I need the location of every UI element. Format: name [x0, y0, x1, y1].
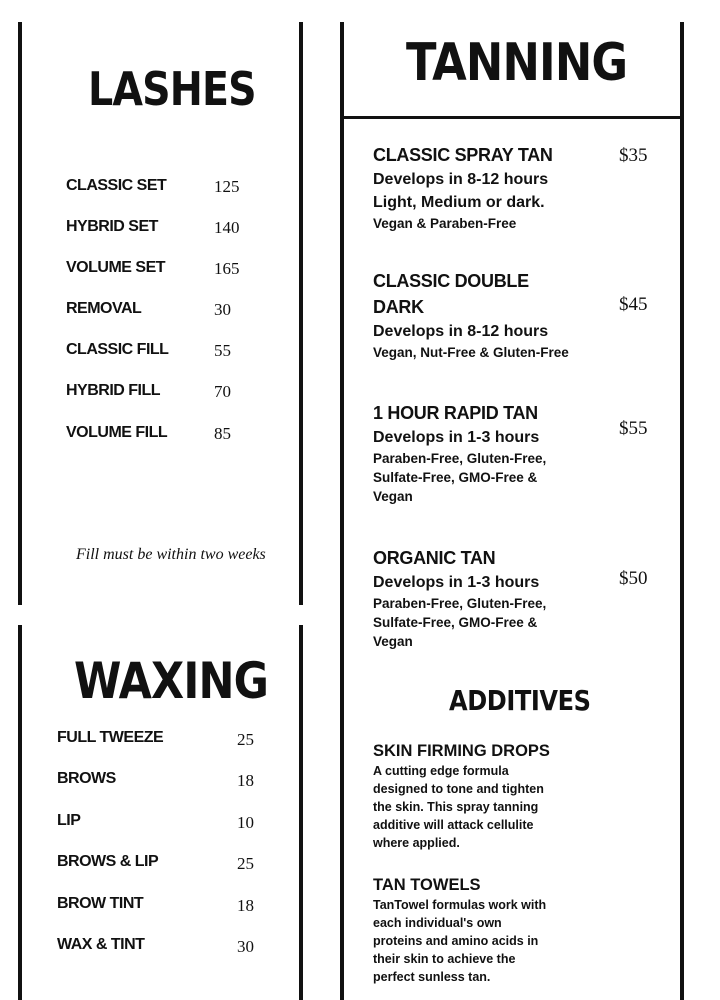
lashes-item-name: HYBRID FILL: [66, 382, 161, 399]
lashes-item-price: 85: [214, 424, 231, 443]
tanning-service: [373, 268, 569, 362]
additive-item: [373, 874, 546, 986]
additive-item: [373, 740, 550, 852]
additive-item-body: A cutting edge formula designed to tone and tighten the skin. This spray tanning additive will attack cellulite where applied.: [373, 764, 544, 850]
divider-left-top: [18, 22, 22, 605]
waxing-item-name: LIP: [57, 812, 81, 829]
waxing-title: WAXING: [74, 652, 269, 710]
waxing-item-price: 25: [237, 854, 254, 873]
lashes-title: LASHES: [88, 62, 256, 116]
lashes-item-price: 70: [214, 382, 231, 401]
tanning-service-develop: Develops in 8-12 hours: [373, 171, 549, 188]
tanning-service: [373, 142, 553, 233]
lashes-item-price: 30: [214, 300, 231, 319]
tanning-service-price: $45: [619, 294, 648, 315]
waxing-item-price: 18: [237, 771, 254, 790]
lashes-item-price: 140: [214, 218, 240, 237]
tanning-service-sub: Vegan, Nut-Free & Gluten-Free: [373, 345, 569, 360]
tanning-service-title: 1 HOUR RAPID TAN: [373, 403, 538, 423]
lashes-item-name: CLASSIC SET: [66, 177, 167, 194]
waxing-item-name: BROWS & LIP: [57, 853, 159, 870]
tanning-service-title: CLASSIC DOUBLE DARK: [373, 271, 529, 317]
lashes-item-price: 55: [214, 341, 231, 360]
lashes-item-name: VOLUME SET: [66, 259, 166, 276]
tanning-service-title: ORGANIC TAN: [373, 548, 496, 568]
lashes-item-name: CLASSIC FILL: [66, 341, 169, 358]
tanning-service-develop: Develops in 1-3 hours: [373, 574, 540, 591]
divider-right: [680, 22, 684, 1000]
waxing-item-name: FULL TWEEZE: [57, 729, 164, 746]
waxing-item-price: 10: [237, 813, 254, 832]
tanning-service: [373, 545, 546, 651]
divider-mid-bottom: [299, 625, 303, 1000]
lashes-fill-note: Fill must be within two weeks: [76, 546, 266, 563]
tanning-service-price: $35: [619, 145, 648, 166]
lashes-item-name: HYBRID SET: [66, 218, 158, 235]
waxing-item-name: WAX & TINT: [57, 936, 145, 953]
lashes-item-price: 165: [214, 259, 240, 278]
waxing-item-name: BROWS: [57, 770, 116, 787]
lashes-item-price: 125: [214, 177, 240, 196]
tanning-service-sub: Vegan & Paraben-Free: [373, 216, 517, 231]
waxing-item-name: BROW TINT: [57, 895, 144, 912]
tanning-service-price: $55: [619, 418, 648, 439]
additive-item-body: TanTowel formulas work with each individual's own proteins and amino acids in their skin to achieve the perfect sunless tan.: [373, 898, 547, 984]
lashes-item-name: REMOVAL: [66, 300, 142, 317]
waxing-item-price: 30: [237, 937, 254, 956]
waxing-item-price: 25: [237, 730, 254, 749]
additive-item-title: SKIN FIRMING DROPS: [373, 742, 550, 760]
tanning-service-develop: Develops in 1-3 hours: [373, 429, 540, 446]
tanning-title: TANNING: [406, 33, 628, 93]
waxing-item-price: 18: [237, 896, 254, 915]
tanning-service-sub: Paraben-Free, Gluten-Free, Sulfate-Free, GMO-Free & Vegan: [373, 451, 547, 504]
tanning-service-develop: Develops in 8-12 hours: [373, 323, 549, 340]
tanning-service-sub: Paraben-Free, Gluten-Free, Sulfate-Free, GMO-Free & Vegan: [373, 596, 547, 649]
tanning-service: [373, 400, 546, 506]
tanning-service-price: $50: [619, 568, 648, 589]
lashes-item-name: VOLUME FILL: [66, 424, 168, 441]
tanning-header-rule: [340, 116, 684, 119]
tanning-service-detail: Light, Medium or dark.: [373, 194, 545, 211]
additives-title: ADDITIVES: [449, 684, 591, 717]
tanning-service-title: CLASSIC SPRAY TAN: [373, 145, 553, 165]
divider-left-bottom: [18, 625, 22, 1000]
additive-item-title: TAN TOWELS: [373, 876, 481, 894]
divider-tanning-left: [340, 22, 344, 1000]
divider-mid-top: [299, 22, 303, 605]
